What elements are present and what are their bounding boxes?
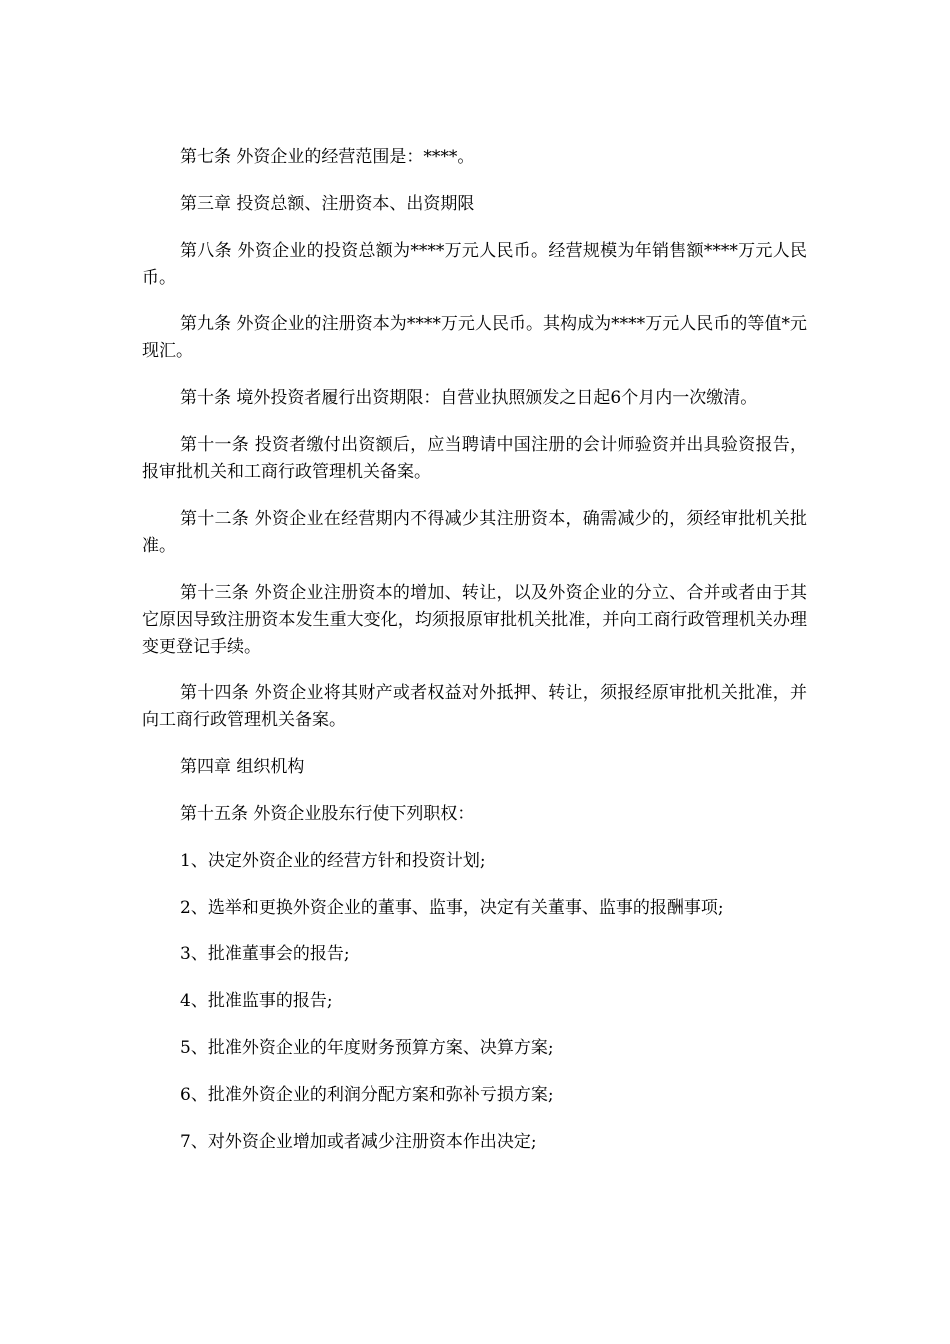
article-13: 第十三条 外资企业注册资本的增加、转让，以及外资企业的分立、合并或者由于其它原因导致注册资本发生重大变化，均须报原审批机关批准，并向工商行政管理机关办理变更登记手续。: [142, 582, 807, 657]
article-12: 第十二条 外资企业在经营期内不得减少其注册资本，确需减少的，须经审批机关批准。: [142, 508, 807, 556]
chapter-4-heading: 第四章 组织机构: [180, 757, 305, 778]
list-item-4: 4、批准监事的报告;: [180, 991, 333, 1012]
list-item-2: 2、选举和更换外资企业的董事、监事，决定有关董事、监事的报酬事项;: [180, 897, 724, 918]
list-item-3: 3、批准董事会的报告;: [180, 944, 350, 965]
article-15: 第十五条 外资企业股东行使下列职权：: [180, 803, 475, 824]
article-10: 第十条 境外投资者履行出资期限：自营业执照颁发之日起6个月内一次缴清。: [180, 388, 758, 409]
list-item-1: 1、决定外资企业的经营方针和投资计划;: [180, 850, 486, 871]
chapter-3-heading: 第三章 投资总额、注册资本、出资期限: [180, 193, 475, 214]
article-8: 第八条 外资企业的投资总额为****万元人民币。经营规模为年销售额****万元人民币。: [142, 240, 807, 288]
document-page: [142, 144, 807, 1175]
article-7: 第七条 外资企业的经营范围是：****。: [180, 147, 475, 167]
article-14: 第十四条 外资企业将其财产或者权益对外抵押、转让，须报经原审批机关批准，并向工商行政管理机关备案。: [142, 683, 807, 731]
list-item-6: 6、批准外资企业的利润分配方案和弥补亏损方案;: [180, 1084, 554, 1105]
article-9: 第九条 外资企业的注册资本为****万元人民币。其构成为****万元人民币的等值*元现汇。: [142, 314, 807, 362]
list-item-7: 7、对外资企业增加或者减少注册资本作出决定;: [180, 1131, 537, 1152]
list-item-5: 5、批准外资企业的年度财务预算方案、决算方案;: [180, 1037, 554, 1058]
article-11: 第十一条 投资者缴付出资额后，应当聘请中国注册的会计师验资并出具验资报告，报审批机关和工商行政管理机关备案。: [142, 434, 807, 482]
